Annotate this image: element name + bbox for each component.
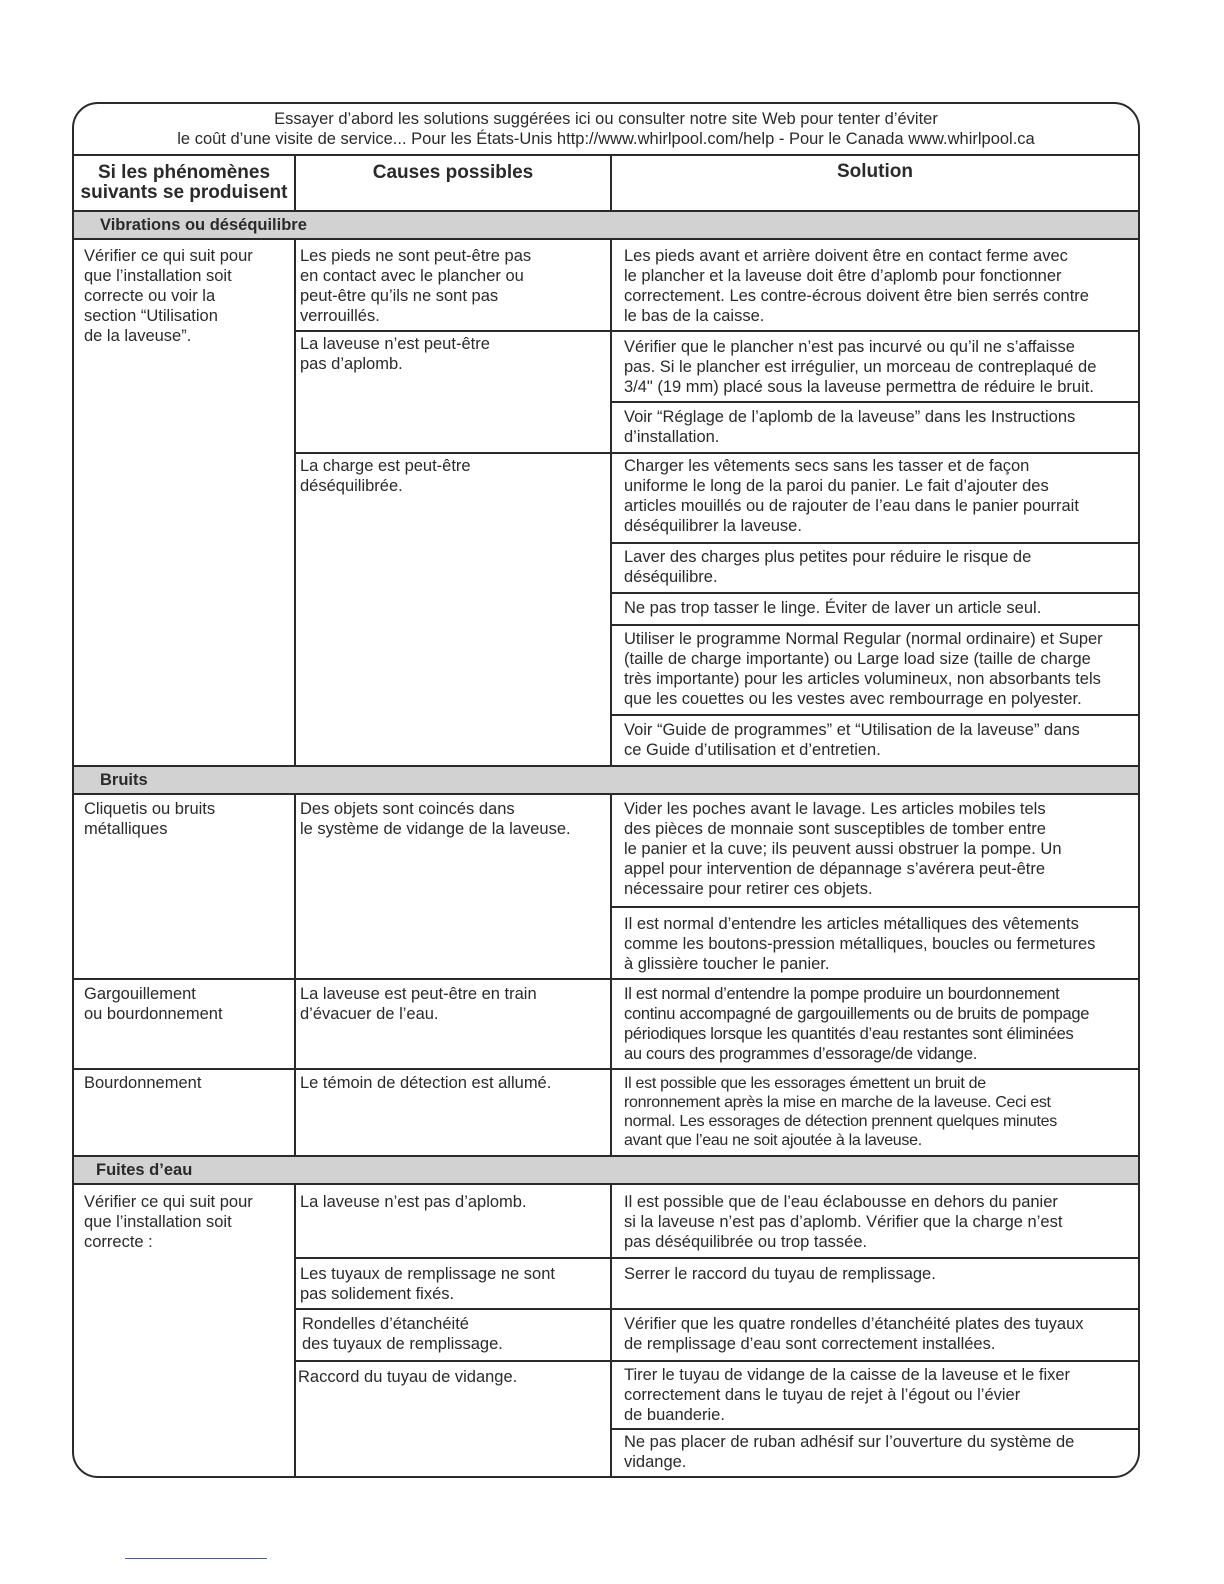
section-fuites-title: Fuites d’eau bbox=[74, 1155, 1138, 1185]
row-divider bbox=[612, 906, 1138, 908]
row-divider bbox=[612, 714, 1138, 716]
row-divider bbox=[74, 978, 1138, 980]
vibrations-cause-3: La charge est peut-être déséquilibrée. bbox=[300, 457, 471, 495]
bruits-symptom-1: Cliquetis ou bruits métalliques bbox=[84, 800, 216, 838]
fuites-solution-1: Il est possible que de l’eau éclabousse en dehors du panier si la laveuse n’est pas d’aplomb. Vérifier que la charge n’est pas déséquilibrée ou trop tassée. bbox=[624, 1193, 1063, 1251]
header-symptoms: Si les phénomènes suivants se produisent bbox=[74, 156, 294, 212]
bruits-symptom-3: Bourdonnement bbox=[84, 1074, 202, 1092]
vibrations-solution-1: Les pieds avant et arrière doivent être en contact ferme avec le plancher et la laveuse doit être d’aplomb pour fonctionner correctement. Les contre-écrous doivent être bien serrés contre le bas de la caisse. bbox=[624, 247, 1089, 325]
row-divider bbox=[296, 452, 1138, 454]
section-vibrations-title: Vibrations ou déséquilibre bbox=[74, 210, 1138, 240]
vibrations-solution-6: Ne pas trop tasser le linge. Éviter de laver un article seul. bbox=[624, 599, 1042, 617]
col-divider bbox=[610, 795, 612, 1157]
bruits-symptom-2: Gargouillement ou bourdonnement bbox=[84, 985, 223, 1023]
troubleshooting-table bbox=[72, 102, 1140, 1478]
bruits-cause-2: La laveuse est peut-être en train d’évacuer de l’eau. bbox=[300, 985, 537, 1023]
vibrations-solution-8: Voir “Guide de programmes” et “Utilisation de la laveuse” dans ce Guide d’utilisation et d’entretien. bbox=[624, 721, 1080, 759]
footer-rule bbox=[125, 1558, 267, 1559]
row-divider bbox=[296, 1308, 1138, 1310]
fuites-solution-2: Serrer le raccord du tuyau de remplissage. bbox=[624, 1265, 936, 1283]
row-divider bbox=[74, 1068, 1138, 1070]
fuites-solution-3: Vérifier que les quatre rondelles d’étanchéité plates des tuyaux de remplissage d’eau sont correctement installées. bbox=[624, 1315, 1084, 1353]
bruits-solution-4: Il est possible que les essorages émettent un bruit de ronronnement après la mise en marche de la laveuse. Ceci est normal. Les essorages de détection prennent quelques minutes avant que l’eau ne soit ajoutée à la laveuse. bbox=[624, 1075, 1057, 1149]
row-divider bbox=[612, 1428, 1138, 1430]
header-solution: Solution bbox=[612, 156, 1138, 212]
row-divider bbox=[612, 592, 1138, 594]
fuites-cause-2: Les tuyaux de remplissage ne sont pas solidement fixés. bbox=[300, 1265, 555, 1303]
row-divider bbox=[612, 401, 1138, 403]
col-divider bbox=[294, 795, 296, 1157]
row-divider bbox=[296, 1360, 1138, 1362]
bruits-solution-1: Vider les poches avant le lavage. Les articles mobiles tels des pièces de monnaie sont susceptibles de tomber entre le panier et la cuve; ils peuvent aussi obstruer la pompe. Un appel pour intervention de dépannage s’avérera peut-être nécessaire pour retirer ces objets. bbox=[624, 800, 1062, 898]
row-divider bbox=[296, 330, 1138, 332]
col-divider bbox=[294, 240, 296, 767]
fuites-cause-1: La laveuse n’est pas d’aplomb. bbox=[300, 1193, 527, 1211]
vibrations-solution-7: Utiliser le programme Normal Regular (normal ordinaire) et Super (taille de charge importante) ou Large load size (taille de charge très importante) pour les articles volumineux, non absorbants tels que les couettes ou les vestes avec rembourrage en polyester. bbox=[624, 630, 1103, 708]
header-causes: Causes possibles bbox=[296, 156, 610, 212]
col-divider bbox=[610, 240, 612, 767]
fuites-symptom: Vérifier ce qui suit pour que l’installation soit correcte : bbox=[84, 1193, 253, 1251]
bruits-cause-1: Des objets sont coincés dans le système de vidange de la laveuse. bbox=[300, 800, 571, 838]
vibrations-symptom: Vérifier ce qui suit pour que l’installation soit correcte ou voir la section “Utilisation de la laveuse”. bbox=[84, 247, 253, 345]
vibrations-solution-3: Voir “Réglage de l’aplomb de la laveuse” dans les Instructions d’installation. bbox=[624, 408, 1076, 446]
col-divider bbox=[610, 156, 612, 212]
vibrations-solution-2: Vérifier que le plancher n’est pas incurvé ou qu’il ne s’affaisse pas. Si le plancher est irrégulier, un morceau de contreplaqué de 3/4" (19 mm) placé sous la laveuse permettra de réduire le bruit. bbox=[624, 338, 1097, 396]
bruits-cause-3: Le témoin de détection est allumé. bbox=[300, 1074, 552, 1092]
vibrations-solution-4: Charger les vêtements secs sans les tasser et de façon uniforme le long de la paroi du panier. Le fait d’ajouter des articles mouillés ou de rajouter de l’eau dans le panier pourrait déséquilibrer la laveuse. bbox=[624, 457, 1079, 535]
row-divider bbox=[296, 1257, 1138, 1259]
intro-line-2: le coût d’une visite de service... Pour les États-Unis http://www.whirlpool.com/help - Pour le Canada www.whirlpool.ca bbox=[177, 130, 1035, 148]
section-bruits-title: Bruits bbox=[74, 765, 1138, 795]
vibrations-cause-1: Les pieds ne sont peut-être pas en contact avec le plancher ou peut-être qu’ils ne sont pas verrouillés. bbox=[300, 247, 532, 325]
vibrations-solution-5: Laver des charges plus petites pour réduire le risque de déséquilibre. bbox=[624, 548, 1032, 586]
col-divider bbox=[610, 1185, 612, 1478]
bruits-solution-3: Il est normal d’entendre la pompe produire un bourdonnement continu accompagné de gargouillements ou de bruits de pompage périodiques lorsque les quantités d’eau restantes sont éliminées au cours des programmes d’essorage/de vidange. bbox=[624, 985, 1090, 1063]
col-divider bbox=[294, 156, 296, 212]
row-divider bbox=[612, 542, 1138, 544]
vibrations-cause-2: La laveuse n’est peut-être pas d’aplomb. bbox=[300, 335, 490, 373]
col-divider bbox=[294, 1185, 296, 1478]
intro-banner bbox=[74, 104, 1138, 156]
bruits-solution-2: Il est normal d’entendre les articles métalliques des vêtements comme les boutons-pression métalliques, boucles ou fermetures à glissière toucher le panier. bbox=[624, 915, 1096, 973]
fuites-cause-3: Rondelles d’étanchéité des tuyaux de remplissage. bbox=[302, 1315, 503, 1353]
row-divider bbox=[612, 624, 1138, 626]
intro-line-1: Essayer d’abord les solutions suggérées ici ou consulter notre site Web pour tenter d’éviter bbox=[274, 110, 938, 128]
fuites-solution-5: Ne pas placer de ruban adhésif sur l’ouverture du système de vidange. bbox=[624, 1433, 1075, 1471]
fuites-solution-4: Tirer le tuyau de vidange de la caisse de la laveuse et le fixer correctement dans le tuyau de rejet à l’égout ou l’évier de buanderie. bbox=[624, 1366, 1071, 1424]
fuites-cause-4: Raccord du tuyau de vidange. bbox=[298, 1368, 518, 1386]
